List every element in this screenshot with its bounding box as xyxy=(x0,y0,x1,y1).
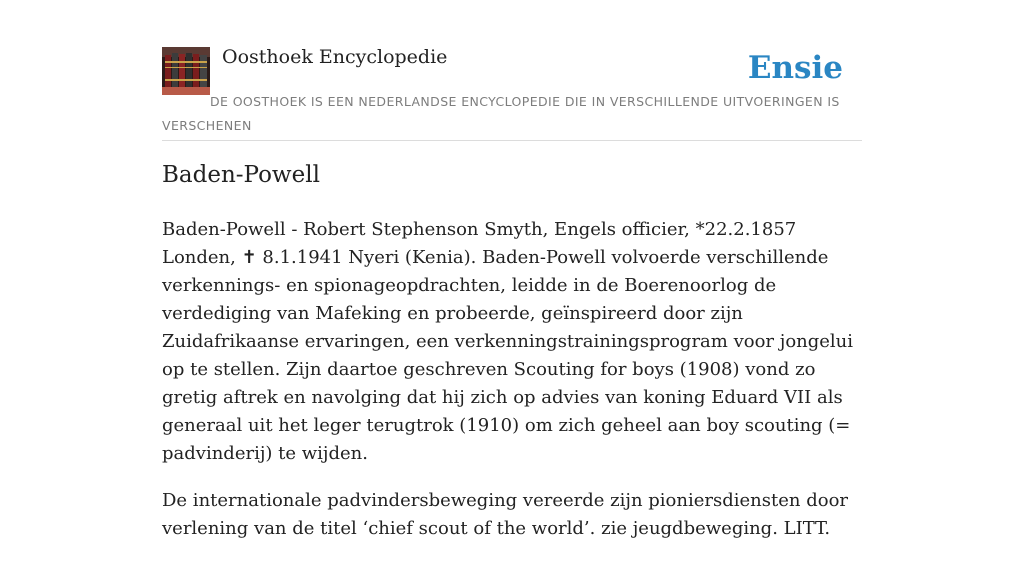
site-header xyxy=(162,46,862,141)
site-tagline: DE OOSTHOEK IS EEN NEDERLANDSE ENCYCLOPEDIE DIE IN VERSCHILLENDE UITVOERINGEN IS VERSCHENEN xyxy=(162,94,840,133)
brand-logo[interactable]: Ensie xyxy=(747,50,843,86)
article-body xyxy=(162,216,864,562)
encyclopedia-books-icon[interactable] xyxy=(162,47,210,95)
site-name[interactable]: Oosthoek Encyclopedie xyxy=(222,46,448,68)
article-paragraph: Baden-Powell - Robert Stephenson Smyth, Engels officier, *22.2.1857 Londen, ✝ 8.1.1941 Nyeri (Kenia). Baden-Powell volvoerde verschillende verkennings- en spionageopdrachten, leidde in de Boerenoorlog de verdediging van Mafeking en probeerde, geïnspireerd door zijn Zuidafrikaanse ervaringen, een verkenningstrainingsprogram voor jongelui op te stellen. Zijn daartoe geschreven Scouting for boys (1908) vond zo gretig aftrek en navolging dat hij zich op advies van koning Eduard VII als generaal uit het leger terugtrok (1910) om zich geheel aan boy scouting (= padvinderij) te wijden. xyxy=(162,219,854,464)
article-title: Baden-Powell xyxy=(162,162,320,188)
article-paragraph: De internationale padvindersbeweging vereerde zijn pioniersdiensten door verlening van de titel ‘chief scout of the world’. zie jeugdbeweging. LITT. xyxy=(162,490,849,539)
